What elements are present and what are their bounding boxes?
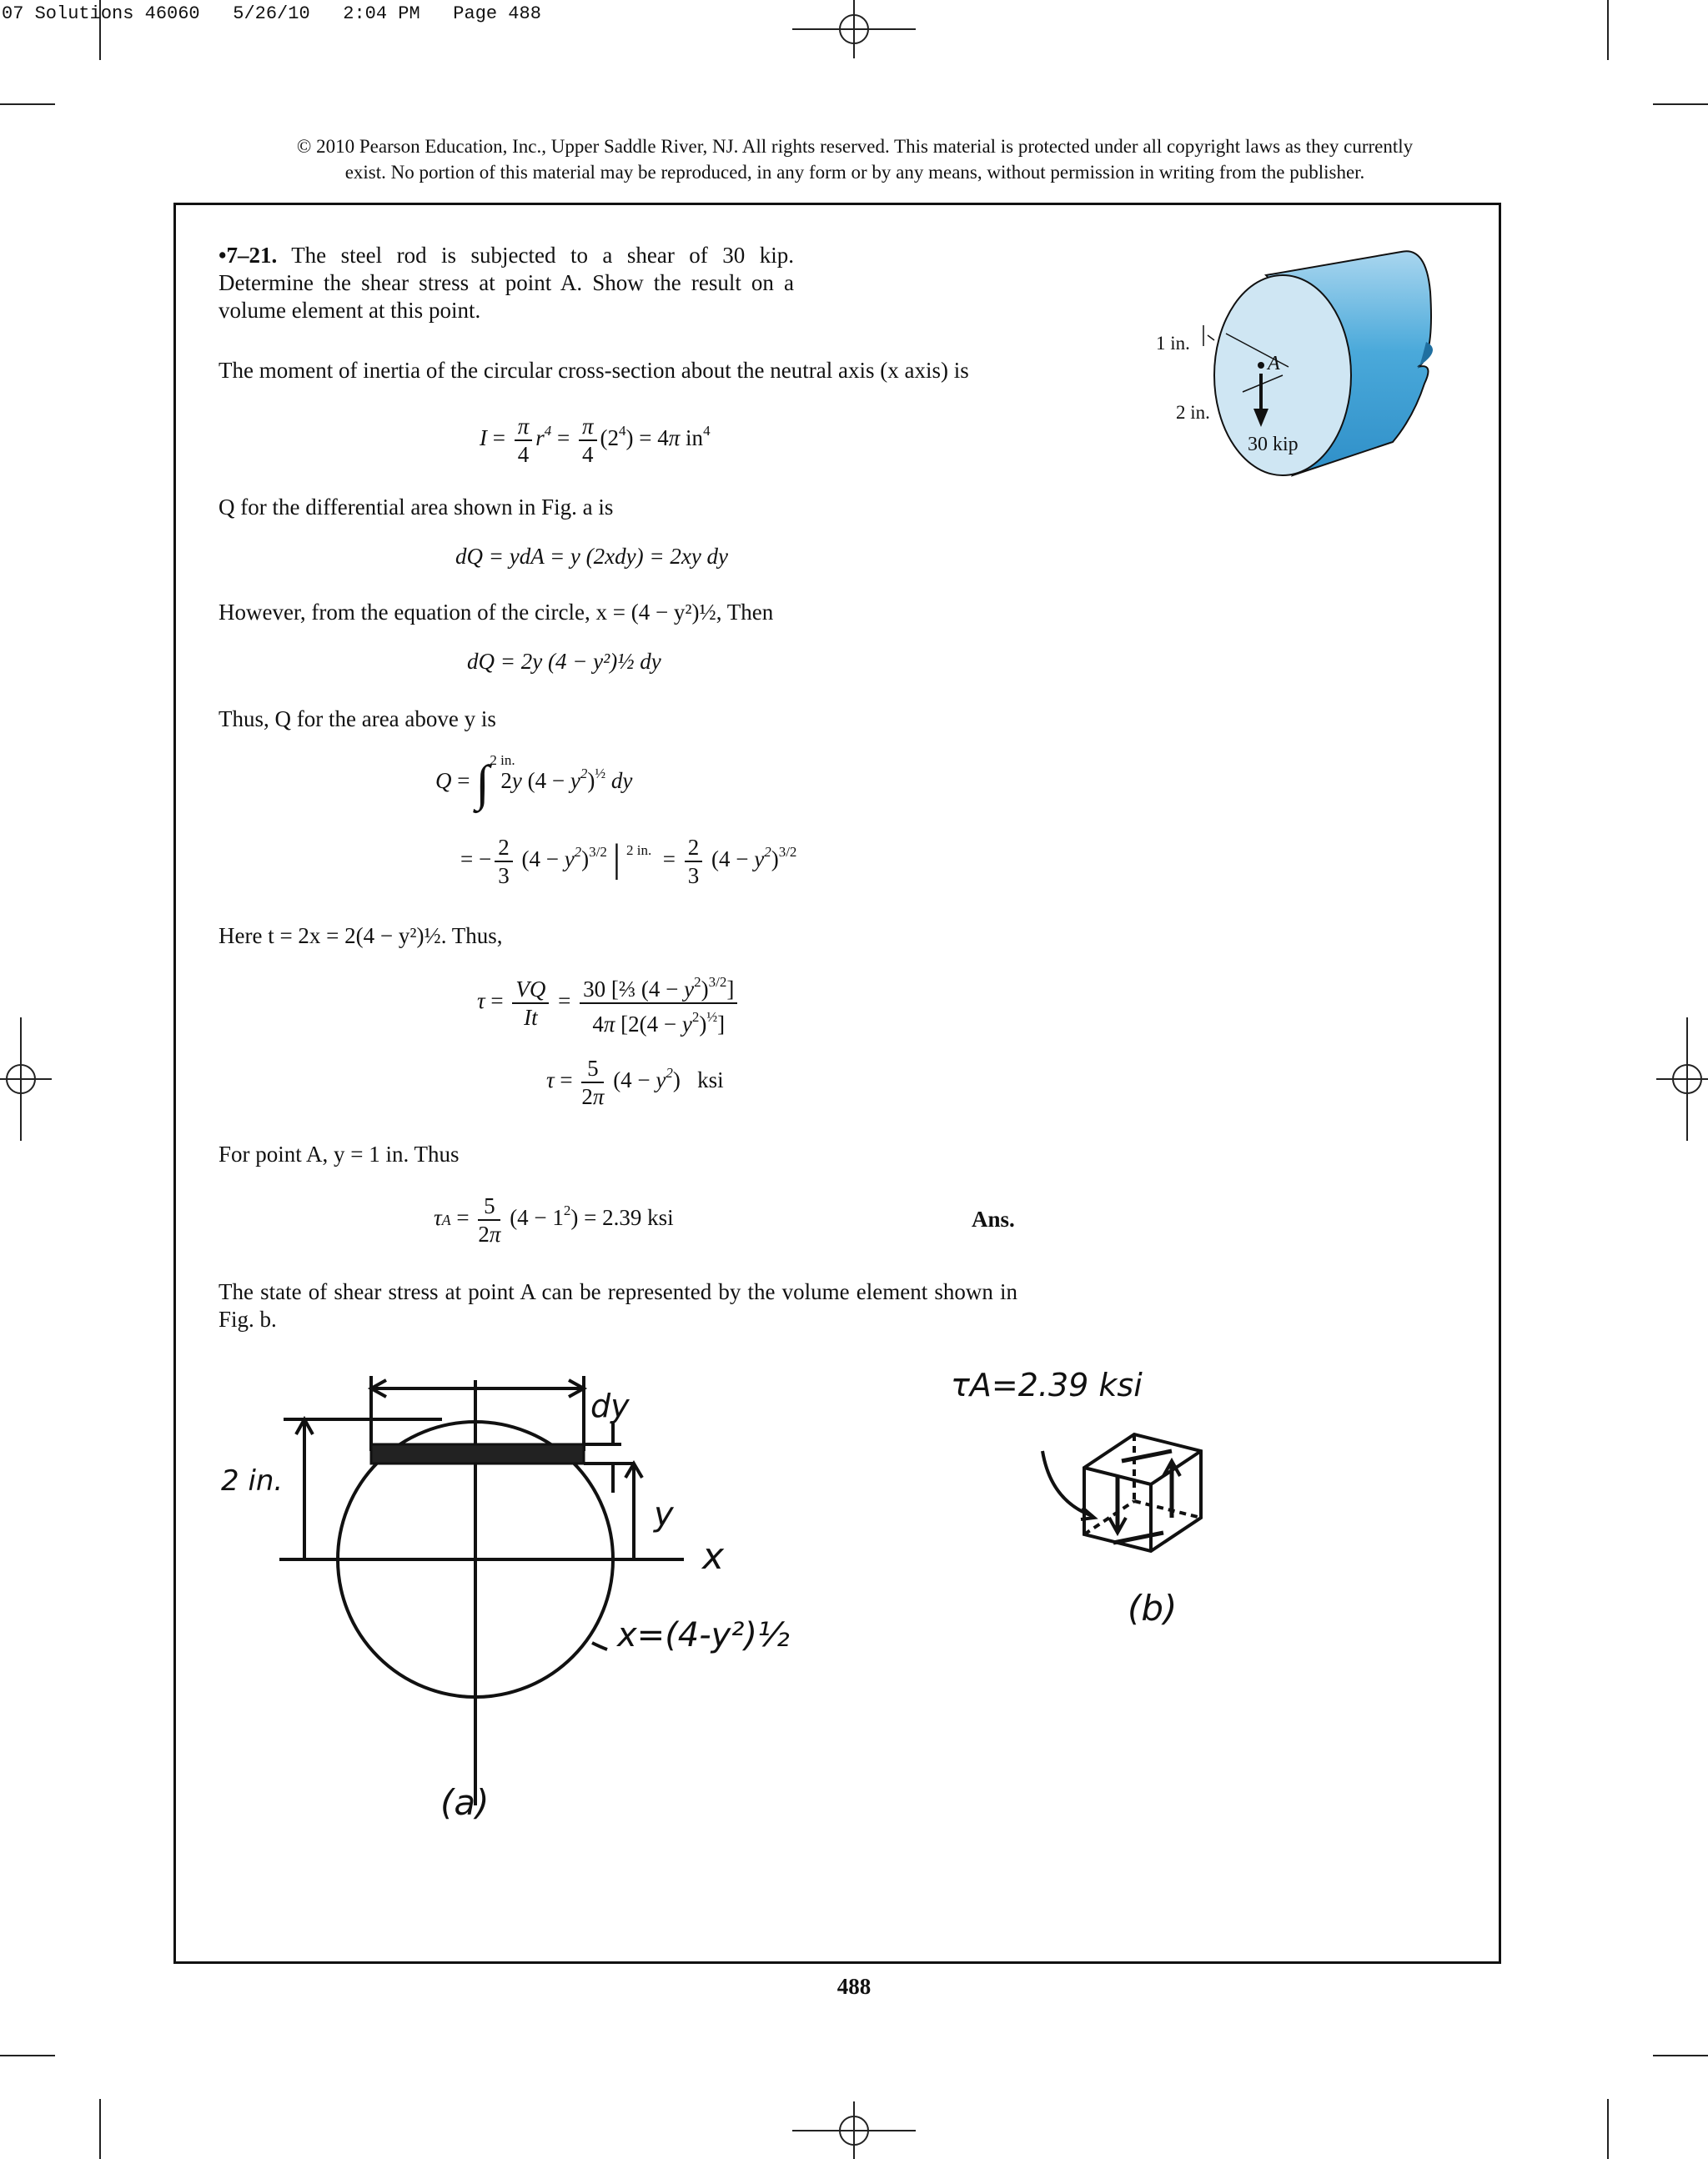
rod-figure — [1143, 242, 1476, 492]
fig-a-dy: dy — [590, 1388, 630, 1424]
solution-p6: For point A, y = 1 in. Thus — [219, 1142, 460, 1167]
rod-dim-2: 2 in. — [1176, 402, 1210, 423]
problem-number: •7–21. — [219, 243, 278, 268]
rod-point-a: A — [1268, 353, 1280, 374]
rod-load: 30 kip — [1248, 434, 1299, 455]
copyright-notice — [200, 133, 1510, 185]
fig-a-y: y — [654, 1495, 674, 1534]
eq-moment-of-inertia: I = $\frac{\pi}{4}$ $r^4$ = $\frac{\pi}{4}$ $(2^4) = 4\pi$ $in^4$ — [480, 414, 711, 467]
point-a-dot — [1258, 362, 1264, 369]
volume-element — [1084, 1434, 1201, 1551]
eq-dq-1: dQ = ydA = y (2xdy) = 2xy dy — [455, 544, 729, 569]
solution-p5: Here t = 2x = 2(4 − y²)½. Thus, — [219, 923, 503, 948]
solution-p3: However, from the equation of the circle, x = (4 − y²)½, Then — [219, 600, 774, 625]
print-slug: 07 Solutions 46060 5/26/10 2:04 PM Page 488 — [2, 3, 541, 24]
differential-strip — [371, 1444, 584, 1464]
eq-tau-general: τ = $\frac{VQ}{It}$ = $\frac{30 [\frac{2}{3} (4 - y^2)^{3/2}]}{4\pi [2(4 - y^2)^{\frac{1}{2}}]}$ — [477, 969, 741, 1037]
eq-tau-a: τA = $\frac{5}{2\pi}$ $(4 - 1^2) = 2.39$ ksi — [434, 1193, 674, 1247]
fig-a-circle-eq: x=(4-y²)½ — [617, 1616, 790, 1654]
eq-dq-2: dQ = 2y (4 − y²)½ dy — [467, 649, 661, 674]
answer-label: Ans. — [972, 1207, 1015, 1232]
figure-b — [1034, 1418, 1243, 1584]
fig-b-label: (b) — [1128, 1588, 1178, 1629]
problem-text: The steel rod is subjected to a shear of 30 kip. Determine the shear stress at point A. Show the result on a volume element at this point. — [219, 243, 794, 323]
fig-b-stress-label: τA=2.39 ksi — [951, 1367, 1143, 1403]
solution-p7: The state of shear stress at point A can be represented by the volume element shown in Fig. b. — [219, 1279, 1017, 1332]
eq-tau-ksi: τ = $\frac{5}{2\pi}$ $(4 - y^2)$ ksi — [546, 1056, 724, 1109]
problem-statement — [219, 242, 794, 324]
solution-p2: Q for the differential area shown in Fig. a is — [219, 495, 614, 520]
solution-p1: The moment of inertia of the circular cross-section about the neutral axis (x axis) is — [219, 358, 969, 383]
eq-q-integral: Q = ∫ $^{2 in.}$ 2y $(4 - y^2)^{\frac{1}{2}}$ dy — [435, 752, 633, 811]
figure-a — [208, 1368, 842, 1851]
rod-dim-1: 1 in. — [1156, 333, 1190, 354]
fig-a-label: (a) — [440, 1782, 490, 1823]
fig-a-dim-2in: 2 in. — [221, 1464, 284, 1498]
copyright-line-1: © 2010 Pearson Education, Inc., Upper Saddle River, NJ. All rights reserved. This material is protected under all copyright laws as they currently — [296, 136, 1414, 157]
copyright-line-2: exist. No portion of this material may be reproduced, in any form or by any means, without permission in writing from the publisher. — [344, 162, 1365, 183]
solution-p4: Thus, Q for the area above y is — [219, 706, 496, 731]
fig-a-x: x — [702, 1535, 725, 1578]
eq-q-evaluated: = − $\frac{2}{3}$ $(4 - y^2)^{3/2}$ | $^{2 in.}$ = $\frac{2}{3}$ $(4 - y^2)^{3/2}$ — [460, 835, 797, 888]
page-number: 488 — [836, 1974, 872, 1999]
